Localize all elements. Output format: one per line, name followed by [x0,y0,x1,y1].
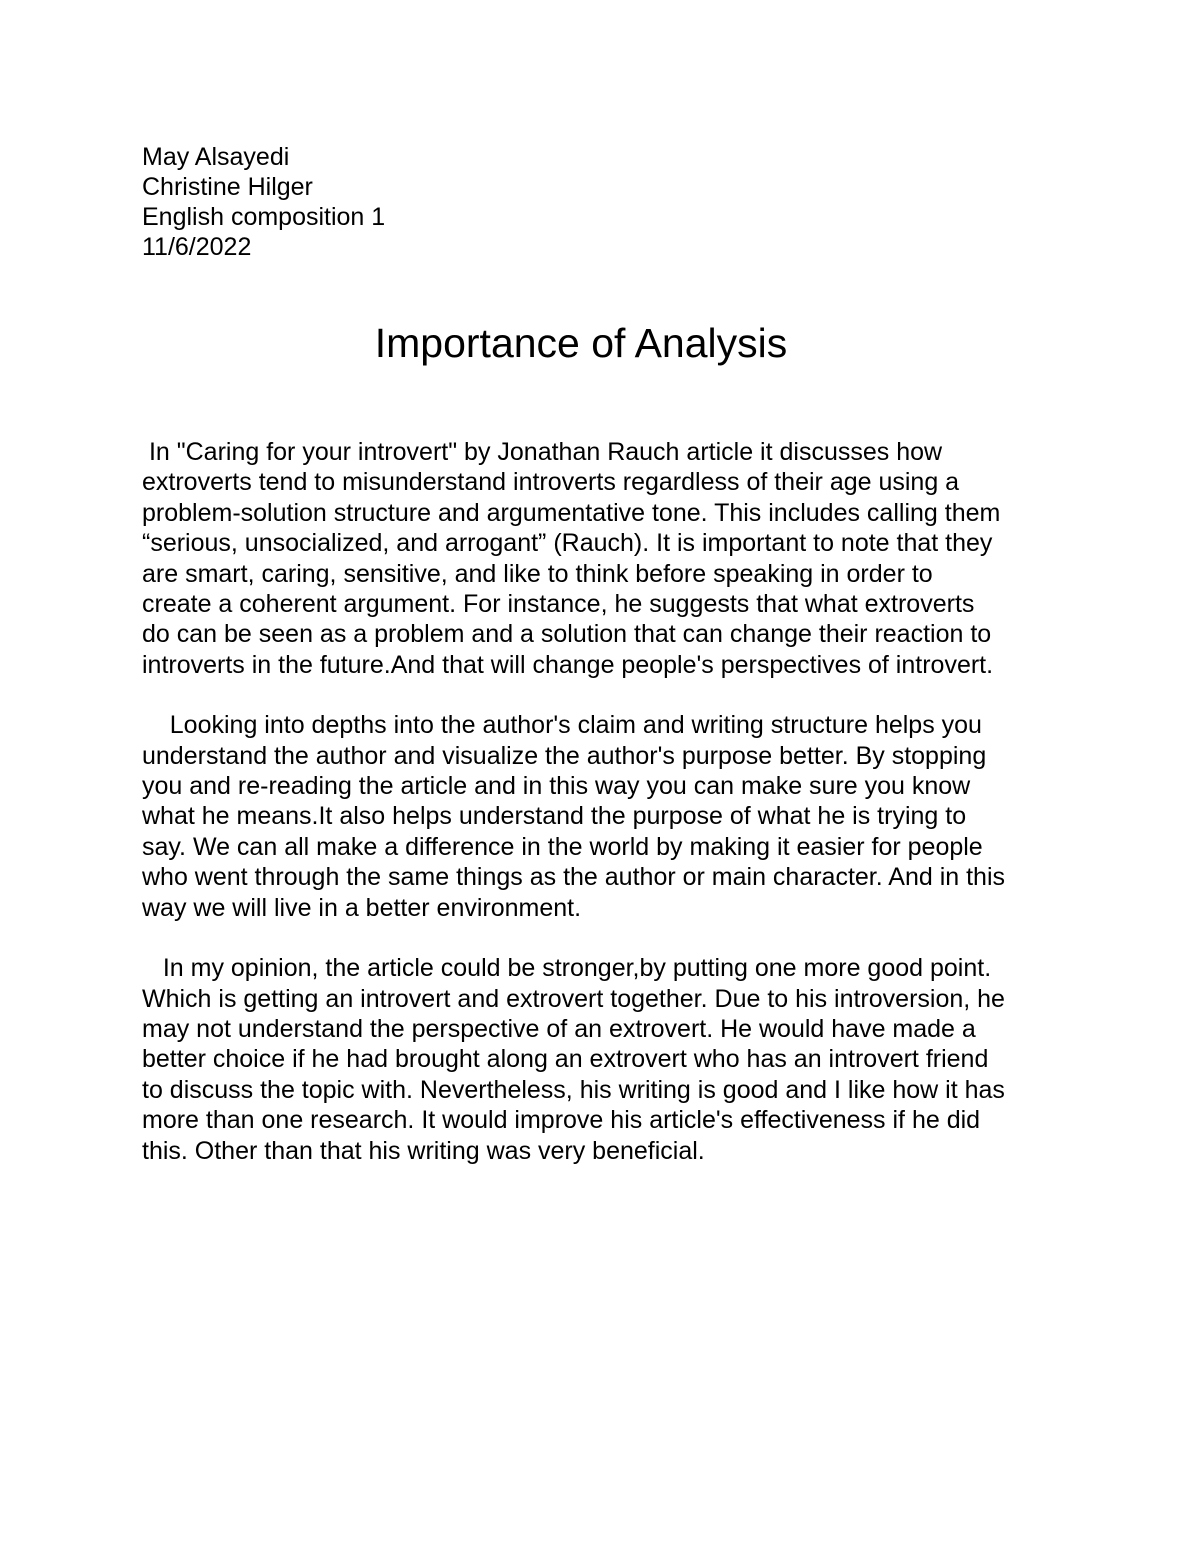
paragraph-line: introverts in the future.And that will change people's perspectives of introvert. [142,650,994,679]
paragraph-line: Which is getting an introvert and extrovert together. Due to his introversion, he [142,984,1005,1013]
paragraph-line: extroverts tend to misunderstand introverts regardless of their age using a [142,468,960,497]
paragraph-line: way we will live in a better environment. [142,893,582,922]
paragraph [142,710,1072,923]
course-name: English composition 1 [142,203,386,231]
paragraph-line: who went through the same things as the author or main character. And in this [142,863,1006,892]
document-title: Importance of Analysis [374,320,788,366]
paragraph-line: say. We can all make a difference in the world by making it easier for people [142,832,983,861]
paragraph [142,437,1072,680]
paragraph-line: better choice if he had brought along an extrovert who has an introvert friend [142,1045,989,1074]
document-header [142,142,385,262]
paragraph-line: are smart, caring, sensitive, and like to think before speaking in order to [142,559,933,588]
paragraph-line: this. Other than that his writing was very beneficial. [142,1136,705,1165]
paragraph-line: do can be seen as a problem and a solution that can change their reaction to [142,620,992,649]
paragraph-line: understand the author and visualize the author's purpose better. By stopping [142,741,987,770]
paragraph-line: may not understand the perspective of an extrovert. He would have made a [142,1014,976,1043]
paragraph-line: Looking into depths into the author's claim and writing structure helps you [142,711,982,740]
paragraph-line: In my opinion, the article could be stronger,by putting one more good point. [142,954,992,983]
document-body [142,437,1072,1196]
paragraph-line: “serious, unsocialized, and arrogant” (Rauch). It is important to note that they [142,529,993,558]
paragraph-line: In "Caring for your introvert" by Jonathan Rauch article it discusses how [142,438,943,466]
instructor-name: Christine Hilger [142,173,313,201]
document-date: 11/6/2022 [142,233,252,261]
paragraph [142,953,1072,1166]
paragraph-line: problem-solution structure and argumentative tone. This includes calling them [142,498,1001,527]
author-name: May Alsayedi [142,143,290,171]
paragraph-line: what he means.It also helps understand the purpose of what he is trying to [142,802,967,831]
paragraph-line: you and re-reading the article and in this way you can make sure you know [142,772,971,801]
paragraph-line: to discuss the topic with. Nevertheless, his writing is good and I like how it has [142,1075,1005,1104]
paragraph-line: more than one research. It would improve his article's effectiveness if he did [142,1106,981,1135]
paragraph-line: create a coherent argument. For instance, he suggests that what extroverts [142,590,975,619]
